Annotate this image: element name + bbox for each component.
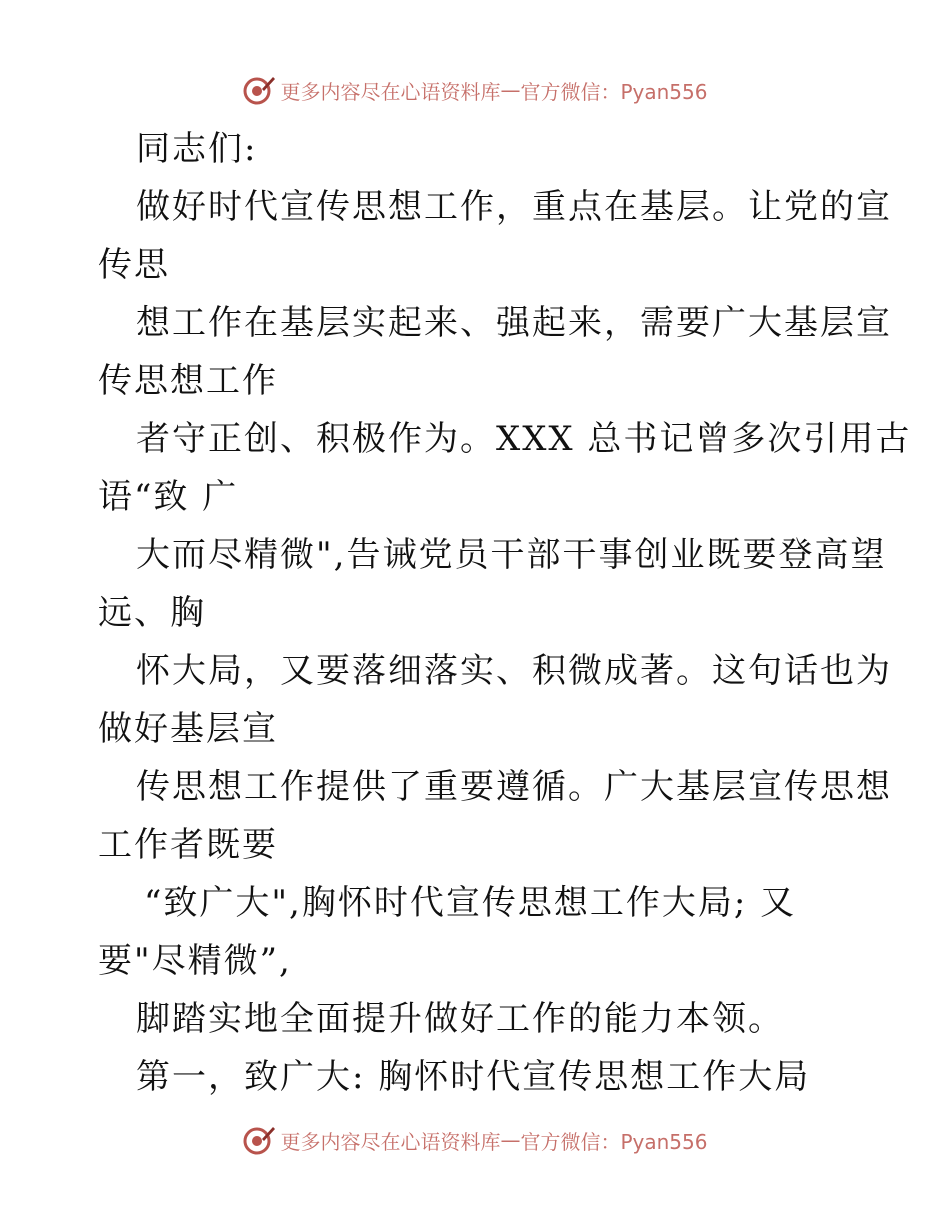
watermark-text: 更多内容尽在心语资料库: [280, 1129, 501, 1154]
section-heading: 第一，致广大: 胸怀时代宣传思想工作大局: [136, 1057, 811, 1097]
text-line: 做好时代宣传思想工作，重点在基层。让党的宣: [136, 187, 892, 227]
text-line: 语“致 广: [98, 477, 239, 517]
salutation-line: 同志们:: [136, 129, 258, 169]
seal-pen-icon: [242, 73, 276, 107]
text-line: 传思: [98, 245, 170, 285]
text-line: 做好基层宣: [98, 709, 278, 749]
watermark-text: 更多内容尽在心语资料库: [280, 79, 501, 104]
watermark-suffix: 官方微信：Pyan556: [520, 79, 708, 104]
watermark-separator: —: [500, 78, 521, 102]
text-line: 脚踏实地全面提升做好工作的能力本领。: [136, 999, 784, 1039]
text-line: 要"尽精微”,: [98, 941, 292, 981]
watermark-suffix: 官方微信：Pyan556: [520, 1129, 708, 1154]
watermark-separator: —: [500, 1128, 521, 1152]
watermark-footer: [0, 1120, 950, 1160]
text-line: 怀大局，又要落细落实、积微成著。这句话也为: [136, 651, 892, 691]
text-line: 大而尽精微",告诫党员干部干事创业既要登高望: [136, 535, 887, 575]
text-line: 传思想工作提供了重要遵循。广大基层宣传思想: [136, 767, 892, 807]
watermark-header: [0, 70, 950, 110]
text-line: 传思想工作: [98, 361, 278, 401]
text-line: 远、胸: [98, 593, 206, 633]
text-line: 者守正创、积极作为。XXX 总书记曾多次引用古: [136, 419, 912, 459]
document-body: [98, 120, 912, 1106]
text-line: 想工作在基层实起来、强起来，需要广大基层宣: [136, 303, 892, 343]
seal-pen-icon: [242, 1123, 276, 1157]
text-line: “致广大",胸怀时代宣传思想工作大局; 又: [144, 883, 797, 923]
text-line: 工作者既要: [98, 825, 278, 865]
